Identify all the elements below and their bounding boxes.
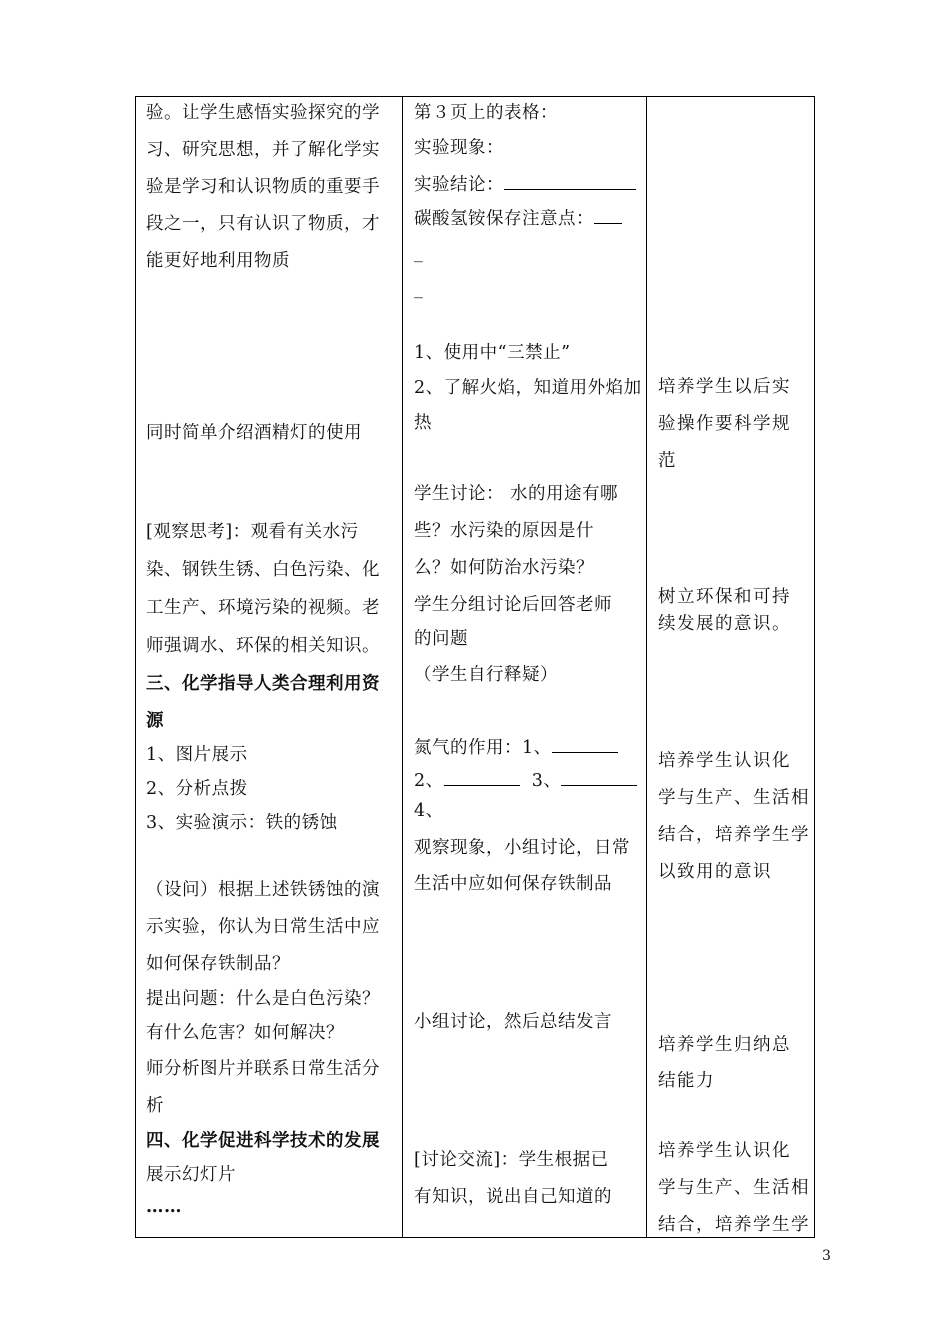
text-line: 学生讨论： 水的用途有哪 [414,484,619,504]
text-line: 观察现象，小组讨论，日常 [414,838,630,858]
text-line: [观察思考]：观看有关水污 [146,522,359,542]
text-line: 有知识，说出自己知道的 [414,1187,612,1207]
text-line: 析 [146,1096,164,1116]
text-line: 验操作要科学规 [658,414,791,434]
text-line: 3、实验演示：铁的锈蚀 [146,813,338,833]
text-line: （设问）根据上述铁锈蚀的演 [146,880,380,900]
text-line: 续发展的意识。 [658,614,791,634]
text-line: 小组讨论，然后总结发言 [414,1012,612,1032]
text-line: 2、 3、 [414,767,640,793]
text-line: 以致用的意识 [658,862,772,882]
text-line: 2、分析点拨 [146,779,248,799]
student-activity-column [404,97,646,1237]
text-line: 培养学生认识化 [658,751,791,771]
text-line: _ [414,279,424,299]
column-divider [402,97,403,1237]
text-line: 些？水污染的原因是什 [414,521,594,541]
text-line: 培养学生归纳总 [658,1035,791,1055]
text-line: 2、了解火焰，知道用外焰加 [414,378,642,398]
section-heading: 源 [146,711,164,731]
answer-blank [594,205,622,224]
design-intent-column [648,97,816,1237]
answer-blank [552,734,618,753]
text-line: 同时简单介绍酒精灯的使用 [146,423,362,443]
text-line: 第３页上的表格： [414,103,558,123]
text-line: 培养学生以后实 [658,377,791,397]
text-line: 染、钢铁生锈、白色污染、化 [146,560,380,580]
text-line: 习、研究思想，并了解化学实 [146,140,380,160]
text-line: 1、图片展示 [146,745,248,765]
text-line: 师分析图片并联系日常生活分 [146,1059,380,1079]
text-line: 结合，培养学生学 [658,825,810,845]
answer-blank [561,767,637,786]
text-line: 结能力 [658,1071,715,1091]
text-line: _ [414,243,424,263]
column-divider [646,97,647,1237]
text-line: 验。让学生感悟实验探究的学 [146,103,380,123]
answer-blank [504,171,636,190]
teacher-activity-column [136,97,402,1237]
text-line: 提出问题：什么是白色污染？ [146,989,380,1009]
text-line: [讨论交流]：学生根据已 [414,1150,609,1170]
text-line: 么？如何防治水污染？ [414,558,594,578]
section-heading: 三、化学指导人类合理利用资 [146,674,380,694]
text-line: 展示幻灯片 [146,1165,236,1185]
text-line: 1、使用中“三禁止” [414,343,571,363]
text-line: 实验现象： [414,138,504,158]
text-line: 4、 [414,801,444,821]
text-line: 结合，培养学生学 [658,1215,810,1235]
text-line: 培养学生认识化 [658,1141,791,1161]
text-line: 师强调水、环保的相关知识。 [146,636,380,656]
text-line: 氮气的作用：1、 [414,734,640,760]
text-line: 学生分组讨论后回答老师 [414,595,612,615]
text-line: 学与生产、生活相 [658,788,810,808]
text-line: 热 [414,413,432,433]
text-line: 树立环保和可持 [658,587,791,607]
text-line: 碳酸氢铵保存注意点： [414,205,640,231]
text-line: 验是学习和认识物质的重要手 [146,177,380,197]
text-line: 如何保存铁制品？ [146,954,290,974]
page-number: 3 [822,1248,831,1264]
text-line: 示实验，你认为日常生活中应 [146,917,380,937]
text-line: 生活中应如何保存铁制品 [414,874,612,894]
ellipsis: …… [146,1197,182,1217]
text-line: 的问题 [414,629,468,649]
text-line: 实验结论： [414,171,640,197]
answer-blank [444,767,520,786]
text-line: 工生产、环境污染的视频。老 [146,598,380,618]
text-line: 有什么危害？如何解决？ [146,1023,344,1043]
text-line: 范 [658,451,677,471]
text-line: （学生自行释疑） [414,665,558,685]
text-line: 段之一，只有认识了物质，才 [146,214,380,234]
text-line: 能更好地利用物质 [146,251,290,271]
text-line: 学与生产、生活相 [658,1178,810,1198]
lesson-plan-table [135,96,815,1238]
section-heading: 四、化学促进科学技术的发展 [146,1131,380,1151]
